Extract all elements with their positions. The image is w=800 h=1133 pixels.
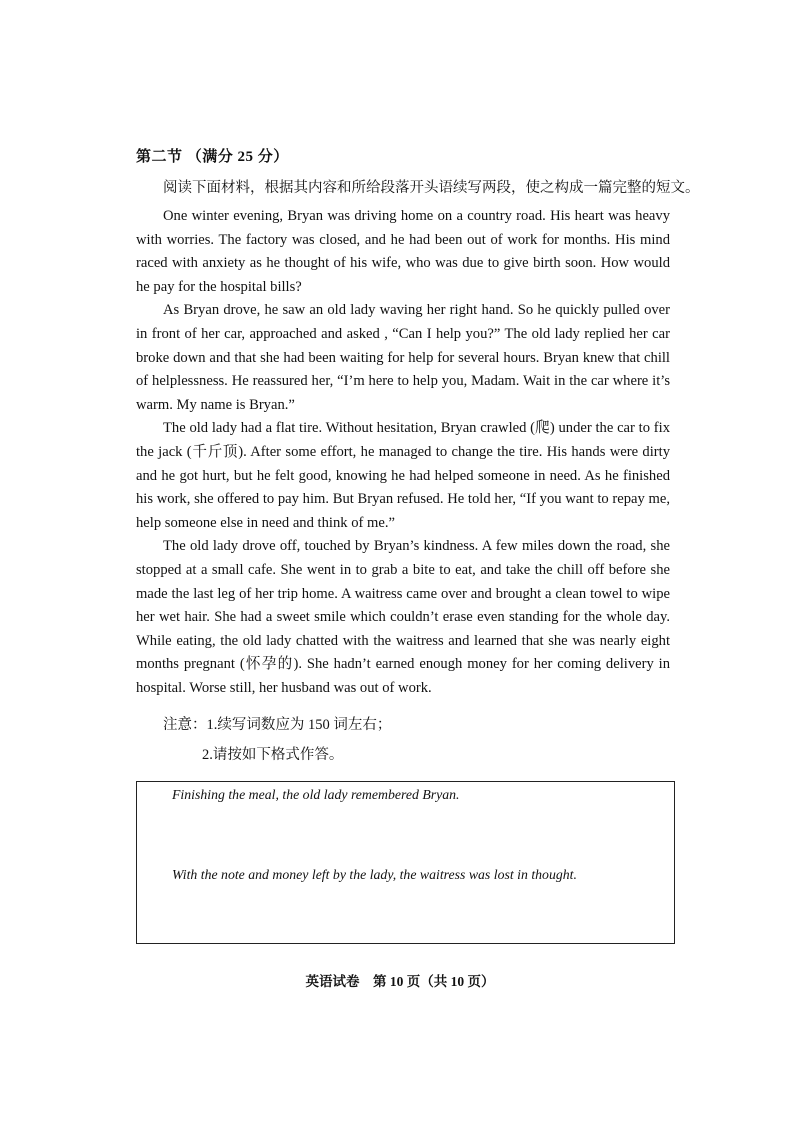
reading-passage <box>136 205 670 700</box>
note-format: 2.请按如下格式作答。 <box>202 747 344 763</box>
section-title: 第二节 （满分 25 分） <box>136 149 289 165</box>
note-word-count: 注意：1.续写词数应为 150 词左右； <box>163 717 392 733</box>
page-footer: 英语试卷 第 10 页（共 10 页） <box>305 974 495 989</box>
paragraph-opener-2: With the note and money left by the lady, the waitress was lost in thought. <box>172 867 577 882</box>
notes <box>163 710 391 770</box>
passage-paragraph-1: One winter evening, Bryan was driving home on a country road. His heart was heavy with worries. The factory was closed, and he had been out of work for months. His mind raced with anxiety as he thought of his wife, who was due to give birth soon. How would he pay for the hospital bills? <box>136 208 670 295</box>
paragraph-opener-1: Finishing the meal, the old lady remembered Bryan. <box>172 787 460 802</box>
passage-paragraph-2: As Bryan drove, he saw an old lady waving her right hand. So he quickly pulled over in front of her car, approached and asked , “Can I help you?” The old lady replied her car broke down and that she had been waiting for help for several hours. Bryan knew that chill of helplessness. He reassured her, “I’m here to help you, Madam. Wait in the car where it’s warm. My name is Bryan.” <box>136 302 670 413</box>
passage-paragraph-3: The old lady had a flat tire. Without hesitation, Bryan crawled (爬) under the car to fix the jack (千斤顶). After some effort, he managed to change the tire. His hands were dirty and he got hurt, but he felt good, knowing he had helped someone in need. As he finished his work, she offered to pay him. But Bryan refused. He told her, “If you want to repay me, help someone else in need and think of me.” <box>136 420 670 531</box>
section-instruction: 阅读下面材料，根据其内容和所给段落开头语续写两段，使之构成一篇完整的短文。 <box>163 180 700 196</box>
passage-paragraph-4: The old lady drove off, touched by Bryan’s kindness. A few miles down the road, she stopped at a small cafe. She went in to grab a bite to eat, and take the chill off before she made the last leg of her trip home. A waitress came over and brought a clean towel to wipe her wet hair. She had a sweet smile which couldn’t erase even standing for the whole day. While eating, the old lady chatted with the waitress and learned that she was nearly eight months pregnant (怀孕的). She hadn’t earned enough money for her coming delivery in hospital. Worse still, her husband was out of work. <box>136 538 670 696</box>
answer-box[interactable] <box>136 781 675 944</box>
